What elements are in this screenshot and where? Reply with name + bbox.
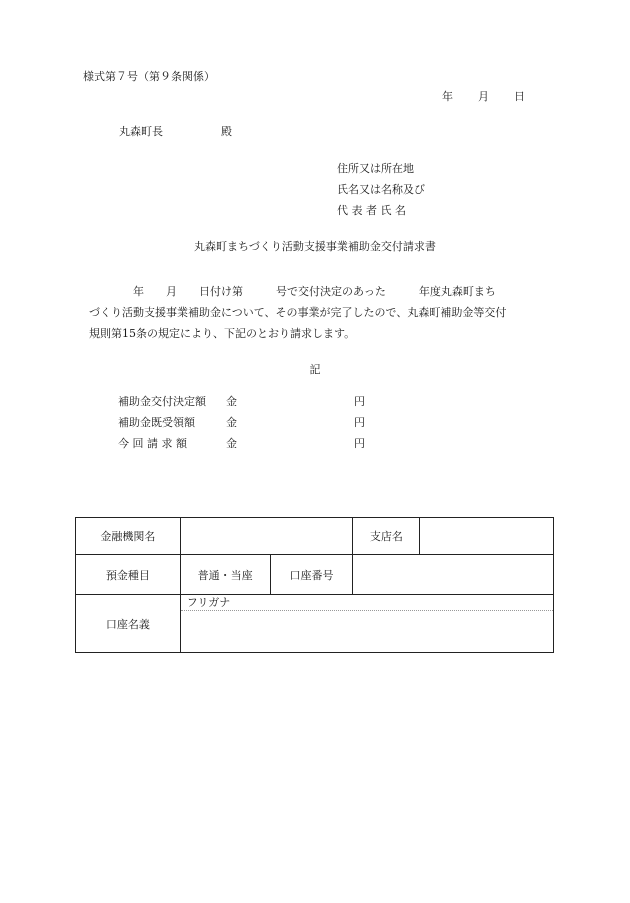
deposit-type-label: 預金種目 <box>76 555 181 595</box>
amount-label: 今 回 請 求 額 <box>118 437 187 450</box>
bank-name-field[interactable] <box>180 518 353 555</box>
deposit-type-options[interactable]: 普通・当座 <box>180 555 270 595</box>
addressee-name: 丸森町長 <box>119 125 163 138</box>
amounts-list <box>118 391 365 454</box>
ki-heading: 記 <box>309 363 321 376</box>
amount-row-received <box>118 412 365 433</box>
amount-label: 補助金既受領額 <box>118 416 195 429</box>
applicant-representative: 代 表 者 氏 名 <box>337 204 406 217</box>
account-name-field[interactable] <box>180 595 553 653</box>
document-title: 丸森町まちづくり活動支援事業補助金交付請求書 <box>194 240 436 253</box>
account-number-field[interactable] <box>353 555 554 595</box>
bank-account-table <box>75 517 554 653</box>
amount-yen: 円 <box>354 437 365 450</box>
amount-row-decided <box>118 391 365 412</box>
body-line: づくり活動支援事業補助金について、その事業が完了したので、丸森町補助金等交付 <box>89 306 507 319</box>
amount-row-requested <box>118 433 365 454</box>
addressee <box>119 123 232 139</box>
bank-name-label: 金融機関名 <box>76 518 181 555</box>
amount-yen: 円 <box>354 416 365 429</box>
body-line: 年 月 日付け第 号で交付決定のあった 年度丸森町まち <box>89 285 496 298</box>
account-name-label: 口座名義 <box>76 595 181 653</box>
amount-kin: 金 <box>226 437 237 450</box>
branch-field[interactable] <box>420 518 554 555</box>
amount-yen: 円 <box>354 395 365 408</box>
applicant-address: 住所又は所在地 <box>337 162 414 175</box>
account-number-label: 口座番号 <box>270 555 353 595</box>
honorific: 殿 <box>221 125 232 138</box>
body-line: 規則第15条の規定により、下記のとおり請求します。 <box>89 327 356 340</box>
branch-label: 支店名 <box>353 518 420 555</box>
amount-kin: 金 <box>226 395 237 408</box>
applicant-block <box>337 158 425 221</box>
date-line <box>442 88 525 104</box>
applicant-name: 氏名又は名称及び <box>337 183 425 196</box>
request-body <box>89 281 559 344</box>
amount-label: 補助金交付決定額 <box>118 395 206 408</box>
date-day: 日 <box>514 90 525 103</box>
date-year: 年 <box>442 90 453 103</box>
furigana-label: フリガナ <box>181 595 553 611</box>
date-month: 月 <box>478 90 489 103</box>
amount-kin: 金 <box>226 416 237 429</box>
form-number: 様式第７号（第９条関係） <box>83 70 215 83</box>
